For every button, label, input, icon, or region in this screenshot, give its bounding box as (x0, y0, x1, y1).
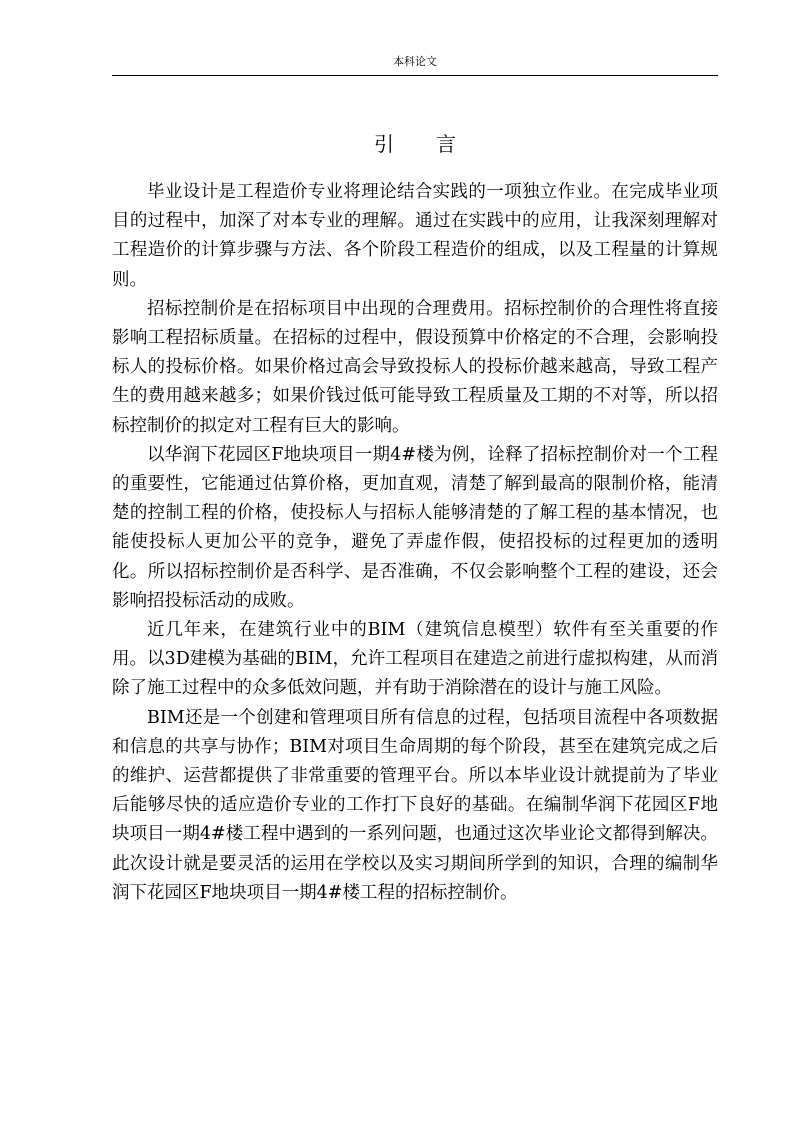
body-text (112, 178, 718, 908)
section-title (112, 130, 718, 158)
paragraph: 毕业设计是工程造价专业将理论结合实践的一项独立作业。在完成毕业项目的过程中，加深了对本专业的理解。通过在实践中的应用，让我深刻理解对工程造价的计算步骤与方法、各个阶段工程造价的组成，以及工程量的计算规则。 (112, 182, 718, 290)
title-char-1: 引 (374, 132, 394, 156)
title-char-2: 言 (436, 132, 456, 156)
page-header (112, 52, 718, 76)
paragraph: 招标控制价是在招标项目中出现的合理费用。招标控制价的合理性将直接影响工程招标质量。在招标的过程中，假设预算中价格定的不合理，会影响投标人的投标价格。如果价格过高会导致投标人的投标价越来越高，导致工程产生的费用越来越多；如果价钱过低可能导致工程质量及工期的不对等，所以招标控制价的拟定对工程有巨大的影响。 (112, 298, 718, 436)
paragraph: 近几年来，在建筑行业中的BIM（建筑信息模型）软件有至关重要的作用。以3D建模为基础的BIM，允许工程项目在建造之前进行虚拟构建，从而消除了施工过程中的众多低效问题，并有助于消除潜在的设计与施工风险。 (112, 620, 718, 699)
paragraph: 以华润下花园区F地块项目一期4#楼为例，诠释了招标控制价对一个工程的重要性，它能通过估算价格，更加直观，清楚了解到最高的限制价格，能清楚的控制工程的价格，使投标人与招标人能够清楚的了解工程的基本情况，也能使投标人更加公平的竞争，避免了弄虚作假，使招投标的过程更加的透明化。所以招标控制价是否科学、是否准确，不仅会影响整个工程的建设，还会影响招投标活动的成败。 (112, 444, 718, 611)
paragraph: BIM还是一个创建和管理项目所有信息的过程，包括项目流程中各项数据和信息的共享与协作；BIM对项目生命周期的每个阶段，甚至在建筑完成之后的维护、运营都提供了非常重要的管理平台。所以本毕业设计就提前为了毕业后能够尽快的适应造价专业的工作打下良好的基础。在编制华润下花园区F地块项目一期4#楼工程中遇到的一系列问题，也通过这次毕业论文都得到解决。此次设计就是要灵活的运用在学校以及实习期间所学到的知识，合理的编制华润下花园区F地块项目一期4#楼工程的招标控制价。 (112, 707, 718, 903)
header-text: 本科论文 (393, 55, 437, 68)
